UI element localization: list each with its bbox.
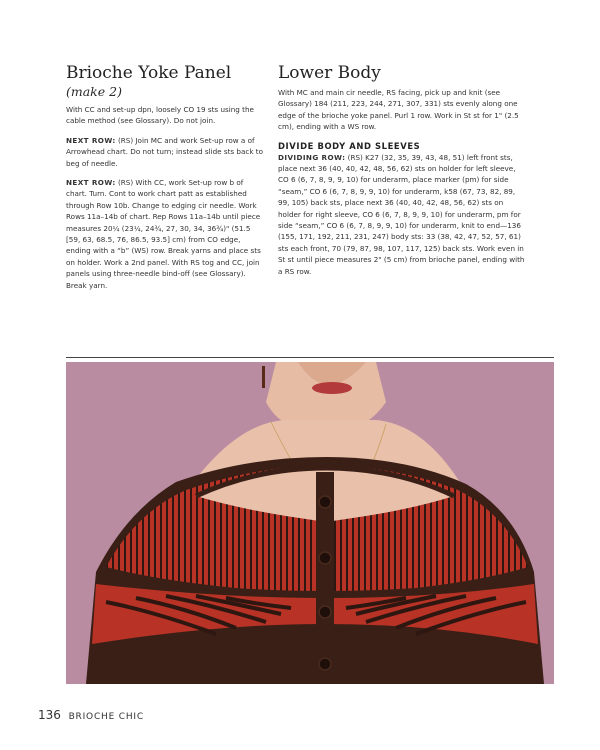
button-1	[319, 496, 331, 508]
page-footer	[38, 708, 144, 722]
row-label: NEXT ROW:	[66, 178, 116, 188]
running-book-title: BRIOCHE CHIC	[68, 712, 144, 722]
paragraph-next-row-1	[66, 135, 266, 169]
earring	[262, 366, 265, 388]
row-label: DIVIDING ROW:	[278, 152, 346, 162]
row-text: (RS) K27 (32, 35, 39, 43, 48, 51) left front sts, place next 36 (40, 40, 42, 48, 56, 62) sts on holder for left sleeve, CO 6 (6, 7, 8, 9, 9, 10) for underarm, place marker (pm) for side “seam,” CO 6 (6, 7, 8, 9, 9, 10) for underarm, k58 (67, 73, 82, 89, 99, 105) back sts, place next 36 (40, 40, 42, 48, 56, 62) sts on holder for right sleeve, CO 6 (6, 7, 8, 9, 9, 10) for underarm, pm for side “seam,” CO 6 (6, 7, 8, 9, 9, 10) for underarm, knit to end—136 (155, 171, 192, 211, 231, 247) body sts: 33 (38, 42, 47, 52, 57, 61) sts each front, 70 (79, 87, 98, 107, 117, 125) back sts. Work even in St st until piece measures 2" (5 cm) from brioche panel, ending with a RS row.	[278, 152, 525, 276]
button-4	[319, 658, 331, 670]
section-divider-rule	[66, 357, 554, 358]
section-title-lower-body: Lower Body	[278, 63, 381, 83]
row-text: (RS) With CC, work Set-up row b of chart. Turn. Cont to work chart patt as established through Row 10b. Change to edging cir needle. Work Rows 11a–14b of chart. Rep Rows 11a–14b until piece measures 20¼ (23¼, 24¾, 27, 30, 34, 36¾)" (51.5 [59, 63, 68.5, 76, 86.5, 93.5] cm) from CO edge, ending with a “b” (WS) row. Break yarns and place sts on holder. Work a 2nd panel. With RS tog and CC, join panels using three-needle bind-off (see Glossary). Break yarn.	[66, 178, 261, 290]
row-label: NEXT ROW:	[66, 135, 116, 145]
lips	[312, 382, 352, 394]
button-3	[319, 606, 331, 618]
section-subtitle-make-2: (make 2)	[66, 84, 122, 99]
paragraph-cast-on: With CC and set-up dpn, loosely CO 19 sts using the cable method (see Glossary). Do not join.	[66, 105, 254, 126]
sweater-illustration	[66, 362, 554, 684]
row-text: (RS) Join MC and work Set-up row a of Arrowhead chart. Do not turn; instead slide sts back to beg of needle.	[66, 135, 264, 168]
paragraph-pick-up: With MC and main cir needle, RS facing, pick up and knit (see Glossary) 184 (211, 223, 244, 271, 307, 331) sts evenly along one edge of the brioche yoke panel. Purl 1 row. Work in St st for 1" (2.5 cm), ending with a WS row.	[278, 88, 519, 132]
button-2	[319, 552, 331, 564]
section-title-brioche-yoke-panel: Brioche Yoke Panel	[66, 63, 232, 83]
left-column	[66, 62, 266, 299]
right-column	[278, 62, 528, 285]
paragraph-dividing-row	[278, 152, 528, 277]
subheading-divide-body-sleeves: DIVIDE BODY AND SLEEVES	[278, 140, 421, 151]
paragraph-next-row-2	[66, 177, 266, 291]
sweater-photo	[66, 362, 554, 684]
page-number: 136	[38, 708, 61, 722]
